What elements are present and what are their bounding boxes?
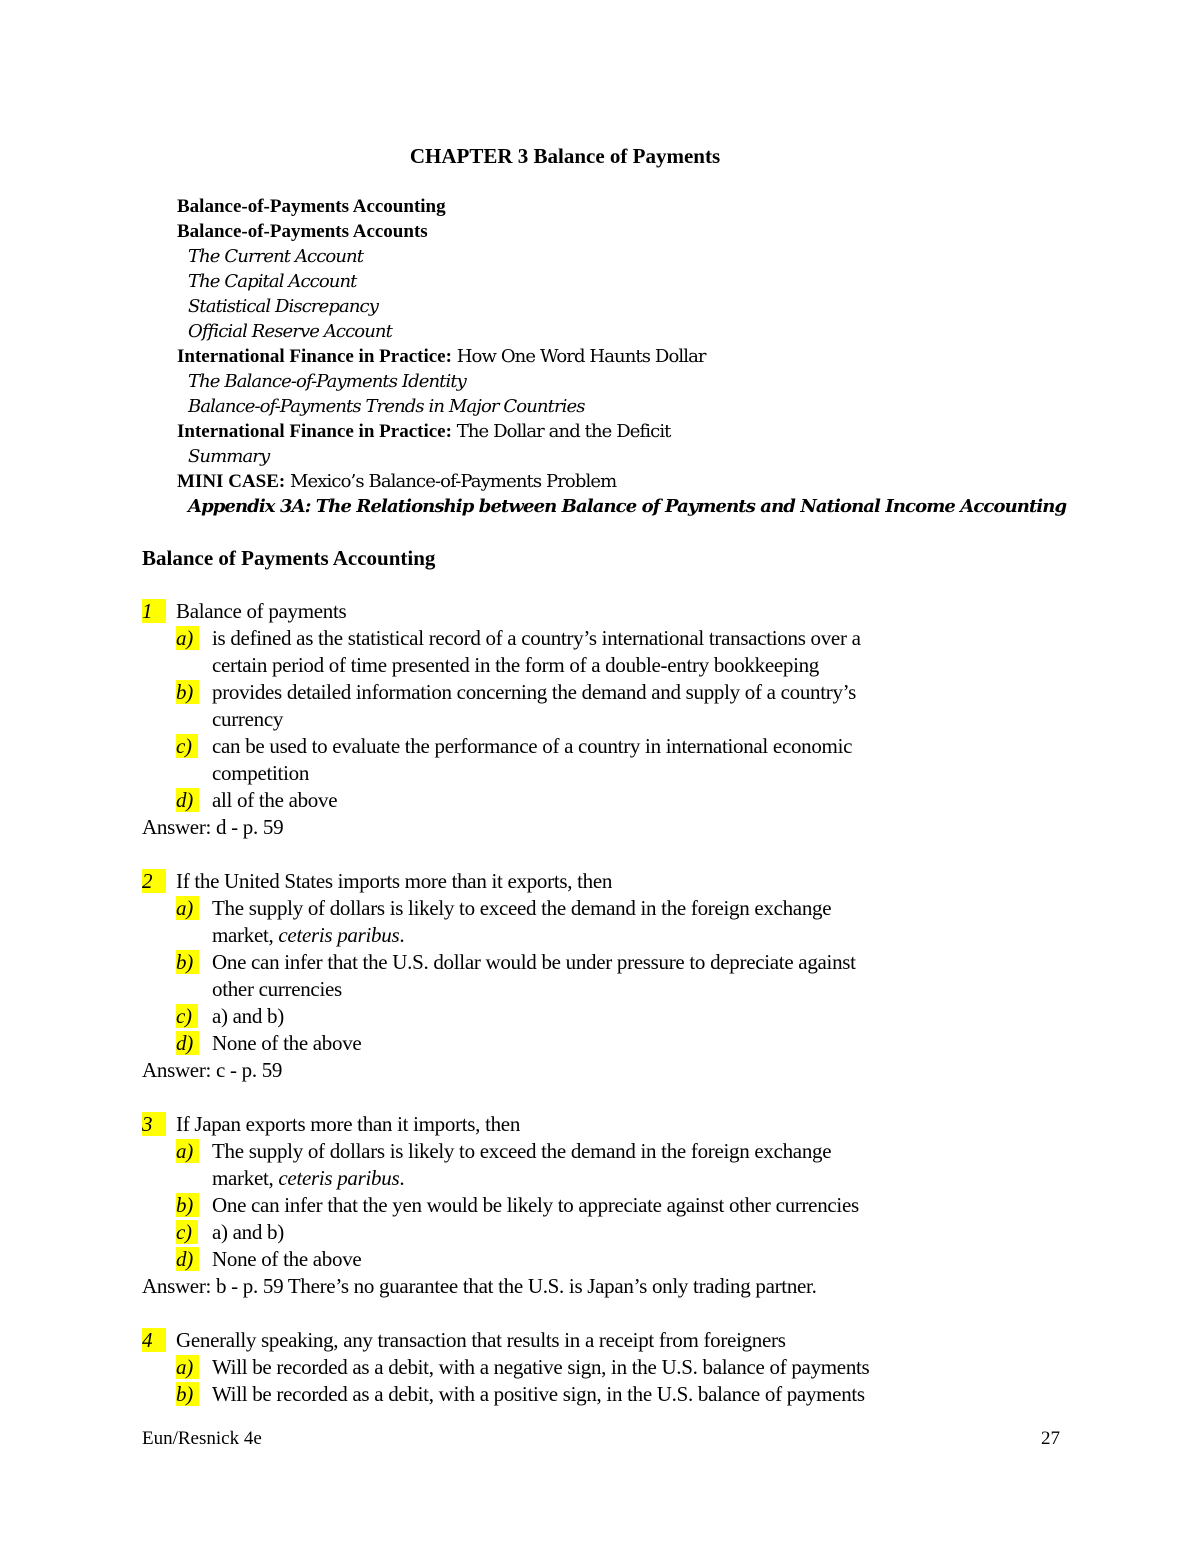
option-label: b) [176, 950, 199, 974]
outline-subitem: The Capital Account [188, 271, 357, 292]
option-text: can be used to evaluate the performance of a country in international economic [212, 734, 853, 758]
option-text: provides detailed information concerning the demand and supply of a country’s [212, 680, 857, 704]
outline-text: The Relationship between Balance of Payments and National Income Accounting [310, 496, 1067, 517]
option-label: c) [176, 1220, 198, 1244]
chapter-outline [177, 194, 1077, 519]
question [142, 868, 1082, 1084]
outline-subitem: Balance-of-Payments Trends in Major Countries [188, 396, 585, 417]
option-emphasis: ceteris paribus [278, 1166, 400, 1190]
option-text: One can infer that the U.S. dollar would be under pressure to depreciate against [212, 950, 856, 974]
question-number: 4 [142, 1328, 166, 1352]
option-label: b) [176, 1193, 199, 1217]
question-stem: Generally speaking, any transaction that results in a receipt from foreigners [176, 1328, 786, 1352]
option-label: a) [176, 626, 199, 650]
outline-label: MINI CASE: [177, 471, 286, 492]
option-text: a) and b) [212, 1004, 284, 1028]
option-text: certain period of time presented in the form of a double-entry bookkeeping [212, 653, 820, 677]
option-text: . [399, 1166, 405, 1190]
option-text: market, [212, 923, 279, 947]
question-stem: Balance of payments [176, 599, 347, 623]
option-text: all of the above [212, 788, 338, 812]
question-number: 1 [142, 599, 166, 623]
question-stem: If Japan exports more than it imports, then [176, 1112, 521, 1136]
option-label: c) [176, 1004, 198, 1028]
option-label: d) [176, 1031, 199, 1055]
option-emphasis: ceteris paribus [278, 923, 400, 947]
question-stem: If the United States imports more than it exports, then [176, 869, 613, 893]
option-text: currency [212, 707, 284, 731]
option-text: The supply of dollars is likely to exceed the demand in the foreign exchange [212, 1139, 832, 1163]
question-number: 2 [142, 869, 166, 893]
option-text: is defined as the statistical record of a country’s international transactions over a [212, 626, 861, 650]
option-text: None of the above [212, 1031, 362, 1055]
outline-item [177, 469, 1077, 494]
option-label: a) [176, 1355, 199, 1379]
outline-text: How One Word Haunts Dollar [451, 346, 706, 367]
question [142, 1111, 1082, 1300]
option-text-continued [142, 922, 1082, 949]
section-heading: Balance of Payments Accounting [142, 546, 436, 570]
option-text: One can infer that the yen would be likely to appreciate against other currencies [212, 1193, 859, 1217]
answer-line: Answer: d - p. 59 [142, 815, 284, 839]
outline-item [177, 344, 1077, 369]
option-label: c) [176, 734, 198, 758]
chapter-title: CHAPTER 3 Balance of Payments [409, 144, 721, 168]
question-list [142, 598, 1082, 1435]
option-label: b) [176, 1382, 199, 1406]
option-text: Will be recorded as a debit, with a positive sign, in the U.S. balance of payments [212, 1382, 865, 1406]
option-text: competition [212, 761, 310, 785]
question-number: 3 [142, 1112, 166, 1136]
option-text: a) and b) [212, 1220, 284, 1244]
option-text-continued [142, 1165, 1082, 1192]
outline-label: International Finance in Practice: [177, 346, 452, 367]
answer-line: Answer: c - p. 59 [142, 1058, 283, 1082]
question [142, 598, 1082, 841]
outline-subitem: Official Reserve Account [188, 321, 392, 342]
option-text: None of the above [212, 1247, 362, 1271]
outline-subitem: Summary [188, 446, 270, 467]
option-text: The supply of dollars is likely to exceed the demand in the foreign exchange [212, 896, 832, 920]
option-text: Will be recorded as a debit, with a negative sign, in the U.S. balance of payments [212, 1355, 870, 1379]
page-number: 27 [1041, 1428, 1060, 1449]
outline-subitem: The Balance-of-Payments Identity [188, 371, 466, 392]
footer-source: Eun/Resnick 4e [142, 1428, 262, 1449]
option-text: other currencies [212, 977, 342, 1001]
option-label: d) [176, 1247, 199, 1271]
outline-label: International Finance in Practice: [177, 421, 452, 442]
page-footer [142, 1428, 1060, 1450]
outline-item: Balance-of-Payments Accounts [177, 221, 428, 242]
outline-appendix [177, 494, 1077, 519]
outline-item [177, 419, 1077, 444]
question [142, 1327, 1082, 1408]
outline-item: Balance-of-Payments Accounting [177, 196, 446, 217]
option-text: market, [212, 1166, 279, 1190]
outline-subitem: The Current Account [188, 246, 364, 267]
outline-subitem: Statistical Discrepancy [188, 296, 378, 317]
answer-line: Answer: b - p. 59 There’s no guarantee that the U.S. is Japan’s only trading partner. [142, 1274, 817, 1298]
option-label: a) [176, 1139, 199, 1163]
outline-label: Appendix 3A: [188, 496, 311, 517]
option-label: b) [176, 680, 199, 704]
option-label: d) [176, 788, 199, 812]
outline-text: The Dollar and the Deficit [451, 421, 671, 442]
outline-text: Mexico’s Balance-of-Payments Problem [285, 471, 617, 492]
option-text: . [399, 923, 405, 947]
option-label: a) [176, 896, 199, 920]
